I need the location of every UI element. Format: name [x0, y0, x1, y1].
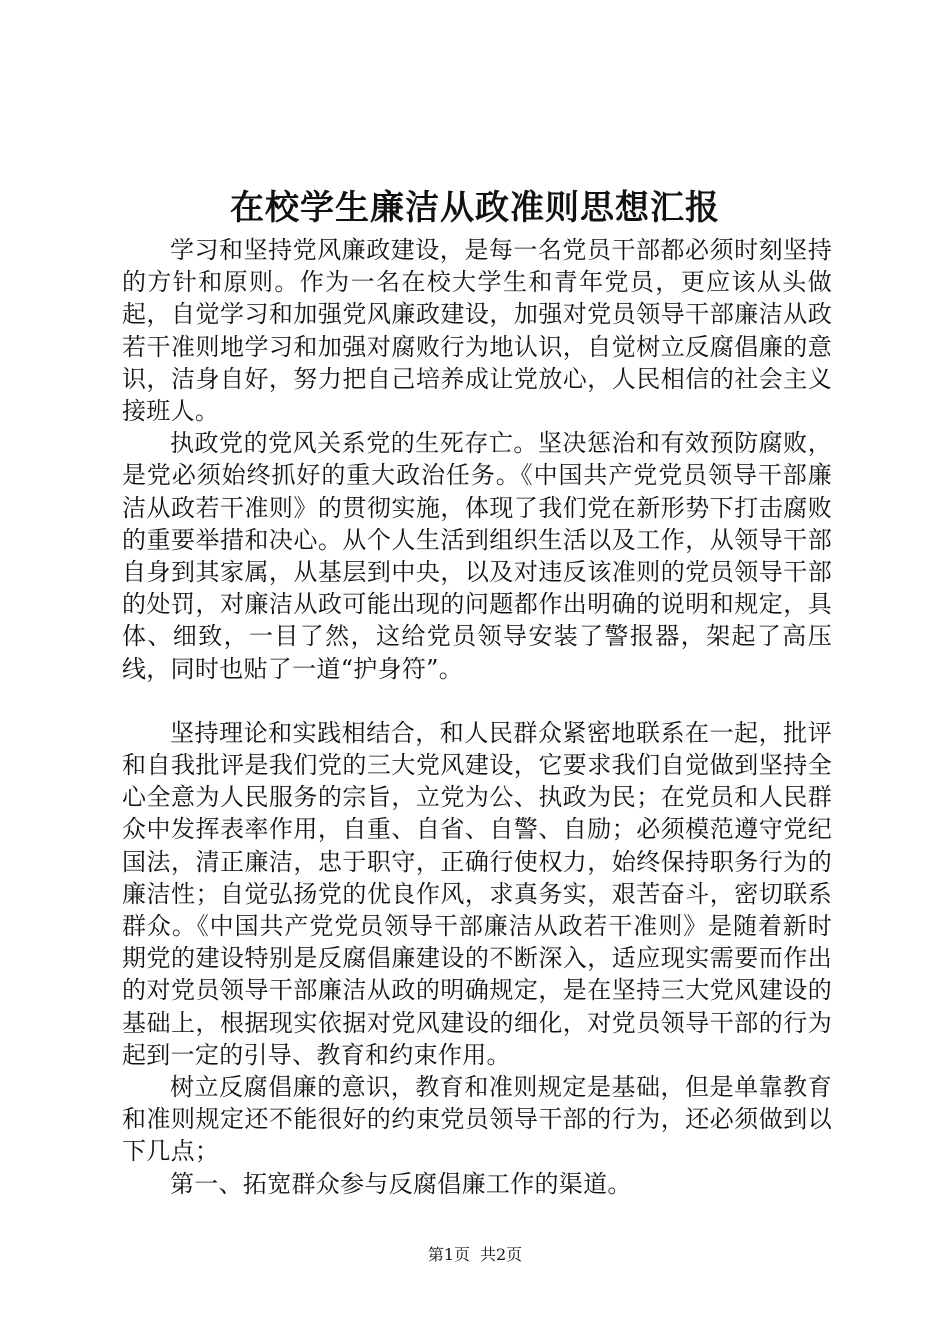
- page-footer: [0, 1244, 950, 1266]
- document-body: [122, 234, 832, 1200]
- paragraph-4: 树立反腐倡廉的意识，教育和准则规定是基础，但是单靠教育和准则规定还不能很好的约束党员领导干部的行为，还必须做到以下几点；: [122, 1073, 832, 1166]
- document-title: 在校学生廉洁从政准则思想汇报: [230, 188, 720, 228]
- paragraph-5: 第一、拓宽群众参与反腐倡廉工作的渠道。: [170, 1169, 632, 1198]
- page-total: 共2页: [480, 1245, 523, 1264]
- paragraph-2: 执政党的党风关系党的生死存亡。坚决惩治和有效预防腐败，是党必须始终抓好的重大政治任务。《中国共产党党员领导干部廉洁从政若干准则》的贯彻实施，体现了我们党在新形势下打击腐败的重要举措和决心。从个人生活到组织生活以及工作，从领导干部自身到其家属，从基层到中央，以及对违反该准则的党员领导干部的处罚，对廉洁从政可能出现的问题都作出明确的说明和规定，具体、细致，一目了然，这给党员领导安装了警报器，架起了高压线，同时也贴了一道“护身符”。: [122, 429, 832, 683]
- page-number: 第1页: [427, 1245, 470, 1264]
- paragraph-3: 坚持理论和实践相结合，和人民群众紧密地联系在一起，批评和自我批评是我们党的三大党风建设，它要求我们自觉做到坚持全心全意为人民服务的宗旨，立党为公、执政为民；在党员和人民群众中发挥表率作用，自重、自省、自警、自励；必须模范遵守党纪国法，清正廉洁，忠于职守，正确行使权力，始终保持职务行为的廉洁性；自觉弘扬党的优良作风，求真务实，艰苦奋斗，密切联系群众。《中国共产党党员领导干部廉洁从政若干准则》是随着新时期党的建设特别是反腐倡廉建设的不断深入，适应现实需要而作出的对党员领导干部廉洁从政的明确规定，是在坚持三大党风建设的基础上，根据现实依据对党风建设的细化，对党员领导干部的行为起到一定的引导、教育和约束作用。: [122, 718, 832, 1069]
- paragraph-1: 学习和坚持党风廉政建设，是每一名党员干部都必须时刻坚持的方针和原则。作为一名在校大学生和青年党员，更应该从头做起，自觉学习和加强党风廉政建设，加强对党员领导干部廉洁从政若干准则地学习和加强对腐败行为地认识，自觉树立反腐倡廉的意识，洁身自好，努力把自己培养成让党放心，人民相信的社会主义接班人。: [122, 236, 832, 426]
- paragraph-gap: [122, 685, 832, 717]
